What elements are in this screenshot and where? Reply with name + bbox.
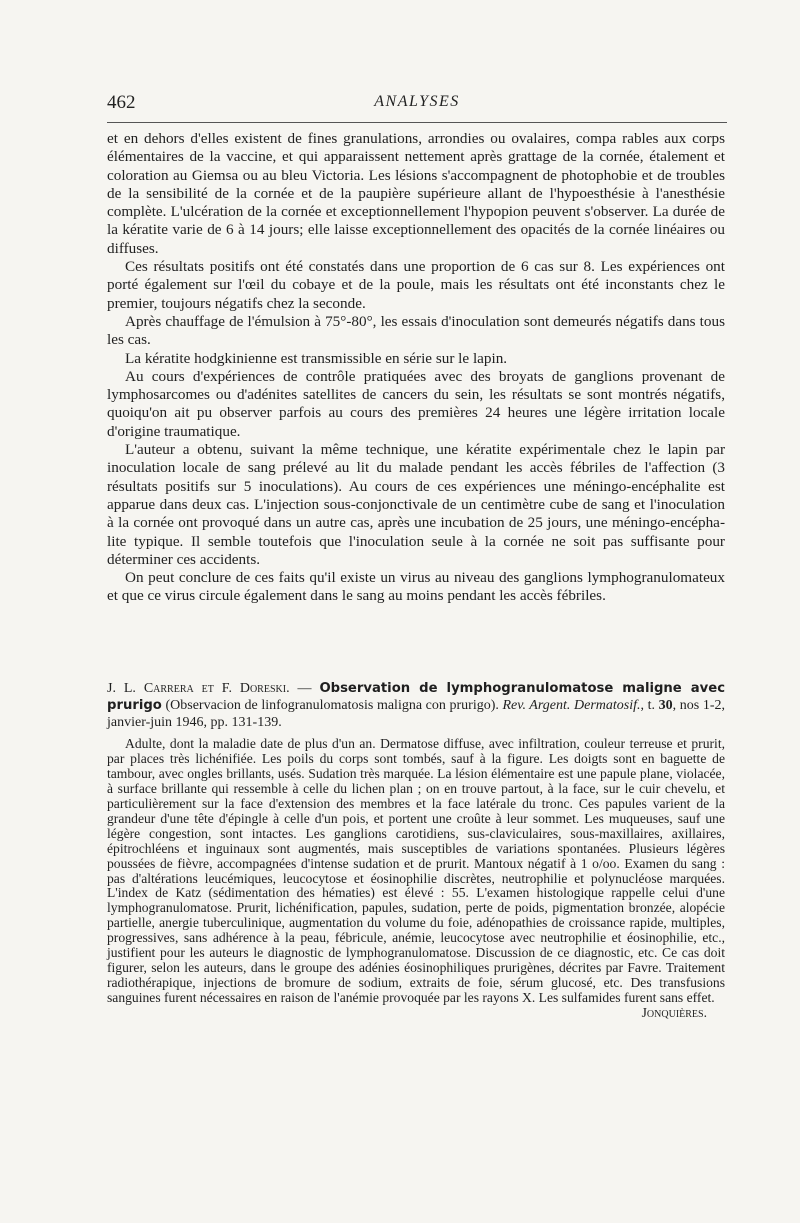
volume-prefix: , t. [640,697,659,713]
bibliographic-reference [107,681,725,731]
paragraph: L'auteur a obtenu, suivant la même technique, une kératite expérimentale chez le lapin par inoculation locale de sang prélevé au lit du malade pendant les accès fébriles de l'affection (3 résultats positifs sur 5 inoculations). Au cours de ces expériences une méningo-encéphalite est apparue dans deux cas. L'injection sous-conjonctivale de un centimètre cube de sang et l'inoculation à la cornée ont provoqué dans un autre cas, après une incubation de 25 jours, une méningo-encéphalite typique. Il semble toutefois que l'inoculation seule à la cornée ne soit pas suffisante pour déterminer ces accidents. [107,441,725,568]
running-title: ANALYSES [374,93,460,110]
paragraph: Après chauffage de l'émulsion à 75°-80°, les essais d'inoculation sont demeurés négatifs dans tous les cas. [107,312,725,349]
header-rule [107,122,727,123]
abstract-summary [107,736,725,1020]
dash: — [289,681,320,696]
journal-name: Rev. Argent. Dermatosif. [502,697,641,713]
volume-number: 30 [658,697,673,713]
issue-and-pages: , nos 1-2, janvier-juin 1946, pp. 131-139. [107,697,726,730]
reviewer-signature: Jonquières. [641,1004,707,1020]
original-title: (Observacion de linfogranulomatosis maligna con prurigo). [161,697,503,713]
paragraph: La kératite hodgkinienne est transmissible en série sur le lapin. [125,349,508,367]
paragraph: Au cours d'expériences de contrôle pratiquées avec des broyats de ganglions provenant de lymphosarcomes ou d'adénites satellites de cancers du sein, les résultats se sont montrés négatifs, quoiqu'on ait pu observer parfois au cours des premières 24 heures une légère irritation locale d'origine traumatique. [107,367,725,440]
paragraph: Ces résultats positifs ont été constatés dans une proportion de 6 cas sur 8. Les expériences ont porté également sur l'œil du cobaye et de la poule, mais les résultats ont été inconstants chez le premier, toujours négatifs chez la seconde. [107,258,725,312]
main-text [107,130,725,606]
page-number: 462 [107,92,136,113]
abstract-entry [107,681,725,1021]
paragraph: et en dehors d'elles existent de fines granulations, arrondies ou ovalaires, compa rables aux corps élémentaires de la vaccine, et qui apparaissent nettement après grattage de la cornée, étalement et coloration au Giemsa ou au bleu Victoria. Les lésions s'accompagnent de photophobie et de troubles de la sensibilité de la cornée et de la paupière supérieure allant de l'hypoesthésie à l'anesthésie complète. L'ulcération de la cornée et exceptionnellement l'hypopion peuvent s'observer. La durée de la kératite varie de 6 à 14 jours; elle laisse exceptionnellement des opacités de la cornée linéaires ou diffuses. [107,130,725,257]
summary-text: Adulte, dont la maladie date de plus d'un an. Dermatose diffuse, avec infiltration, couleur terreuse et prurit, par places très lichénifiée. Les poils du corps sont tombés, sauf à la figure. Les doigts sont en baguette de tambour, avec ongles brillants, usés. Sudation très marquée. La lésion élémentaire est une papule plane, violacée, à surface brillante qui ressemble à celle du lichen plan ; on en trouve partout, à la face, sur le cuir chevelu, et particulièrement sur la face d'extension des membres et la face latérale du tronc. Ces papules varient de la grandeur d'une tête d'épingle à celle d'un pois, et portent une croûte à leur sommet. Les muqueuses, sauf une légère congestion, sont intactes. Les ganglions carotidiens, sus-claviculaires, sous-maxillaires, axillaires, épitrochléens et inguinaux sont augmentés, mais susceptibles de variations spontanées. Plusieurs légères poussées de fièvre, accompagnées d'intense sudation et de prurit. Mantoux négatif à 1 o/oo. Examen du sang : pas d'altérations leucémiques, leucocytose et éosinophilie discrètes, neutrophilie et polynucléose marquées. L'index de Katz (sédimentation des hématies) est élevé : 55. L'examen histologique rappelle celui d'une lymphogranulomatose. Prurit, lichénification, papules, sudation, perte de poids, pigmentation bronzée, alopécie partielle, anergie tuberculinique, augmentation du volume du foie, adénopathies de croissance rapide, multiples, progressives, sans adhérence à la peau, fébricule, anémie, leucocytose avec neutrophilie et éosinophilie, etc., justifient pour les auteurs le diagnostic de lymphogranulomatose. Discussion de ce diagnostic, etc. Ce cas doit figurer, selon les auteurs, dans le groupe des adénies éosinophiliques prurigènes, décrites par Favre. Traitement radiothérapique, injections de bromure de sodium, extraits de foie, sérum glucosé, etc. Des transfusions sanguines furent nécessaires en raison de l'anémie provoquée par les rayons X. Les sulfamides furent sans effet. [107,736,725,1005]
paragraph: On peut conclure de ces faits qu'il existe un virus au niveau des ganglions lymphogranulomateux et que ce virus circule également dans le sang au moins pendant les accès fébriles. [107,569,725,605]
authors: J. L. Carrera et F. Doreski. [107,681,290,696]
page-header [107,92,727,116]
article-title: Observation de lymphogranulomatose maligne avec prurigo [107,681,726,713]
